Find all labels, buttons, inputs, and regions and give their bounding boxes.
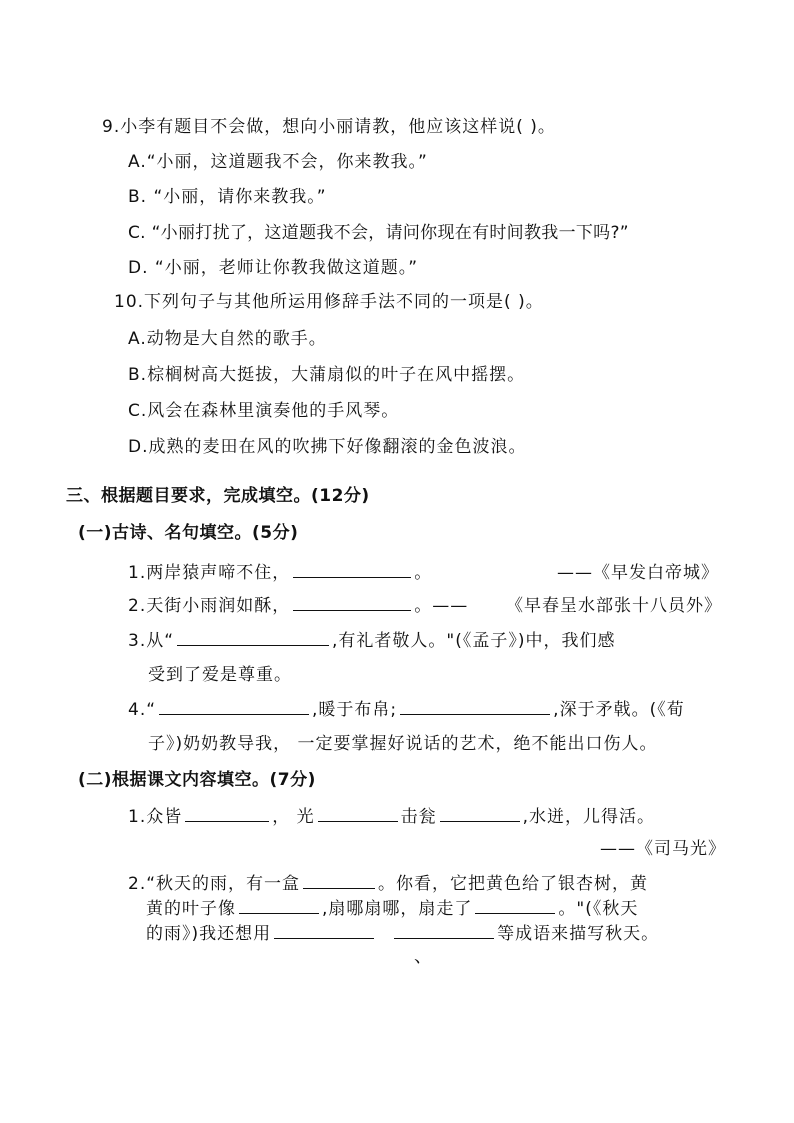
q10-option-a: A.动物是大自然的歌手。 (128, 329, 327, 349)
part2-item1-blank-1[interactable] (185, 807, 269, 822)
q10-stem: 10.下列句子与其他所运用修辞手法不同的一项是( )。 (114, 292, 544, 312)
part1-item4-blank-1[interactable] (159, 700, 309, 715)
part1-item4 (128, 695, 685, 720)
part1-item2 (128, 591, 468, 616)
part2-item2 (128, 869, 648, 894)
part2-item1-source: ——《司马光》 (600, 839, 726, 859)
part1-item4-line2: 子》)奶奶教导我， 一定要掌握好说话的艺术，绝不能出口伤人。 (148, 734, 658, 754)
part1-item2-suffix: 。—— (414, 596, 469, 616)
part1-title: (一)古诗、名句填空。(5分) (78, 523, 299, 543)
part1-item2-blank[interactable] (293, 596, 411, 611)
q9-option-b: B. “小丽，请你来教我。” (128, 187, 327, 207)
part1-item1-source: ——《早发白帝城》 (557, 563, 719, 583)
part2-item2-line2-suffix: 。"(《秋天 (558, 899, 639, 919)
q9-option-d: D. “小丽，老师让你教我做这道题。” (128, 258, 419, 278)
q10-option-b: B.棕榈树高大挺拔，大蒲扇似的叶子在风中摇摆。 (128, 365, 526, 385)
part1-item1-blank[interactable] (293, 563, 411, 578)
part2-item1-prefix: 1.众皆 (128, 807, 183, 827)
part1-item1-prefix: 1.两岸猿声啼不住， (128, 563, 291, 583)
part2-item2-blank-5[interactable] (394, 924, 494, 939)
section3-title: 三、根据题目要求，完成填空。(12分) (66, 486, 370, 506)
part2-item2-line3-prefix: 的雨》)我还想用 (146, 924, 272, 944)
part1-item3 (128, 626, 616, 651)
part1-item4-middle: ,暖于布帛; (312, 700, 398, 720)
part2-item1-blank-3[interactable] (440, 807, 520, 822)
part2-item1-blank-2[interactable] (318, 807, 398, 822)
part2-item1-comma: ， 光 (272, 807, 315, 827)
part1-item1 (128, 558, 432, 583)
part2-item2-suffix: 。你看，它把黄色给了银杏树，黄 (378, 874, 649, 894)
q9-stem: 9.小李有题目不会做，想向小丽请教，他应该这样说( )。 (102, 117, 556, 137)
part2-item2-blank-4[interactable] (274, 924, 374, 939)
part1-item4-blank-2[interactable] (400, 700, 550, 715)
part2-item2-blank-2[interactable] (239, 899, 319, 914)
part1-item2-source: 《早春呈水部张十八员外》 (506, 596, 722, 616)
part2-item2-line3 (146, 919, 659, 944)
part2-item2-line2-prefix: 黄的叶子像 (146, 899, 236, 919)
part2-item1 (128, 802, 655, 827)
stray-punctuation-mark: 、 (414, 946, 432, 967)
q9-option-a: A.“小丽，这道题我不会，你来教我。” (128, 152, 428, 172)
q9-option-c: C. “小丽打扰了，这道题我不会，请问你现在有时间教我一下吗?” (128, 223, 629, 243)
part1-item3-prefix: 3.从“ (128, 631, 175, 651)
part2-item2-line2 (146, 894, 638, 919)
part2-item2-line3-suffix: 等成语来描写秋天。 (497, 924, 660, 944)
q10-option-d: D.成熟的麦田在风的吹拂下好像翻滚的金色波浪。 (128, 437, 527, 457)
part2-item2-line2-mid: ,扇哪扇哪，扇走了 (322, 899, 473, 919)
part2-item2-blank-1[interactable] (303, 874, 375, 889)
part1-item2-prefix: 2.天街小雨润如酥， (128, 596, 291, 616)
part2-title: (二)根据课文内容填空。(7分) (78, 770, 316, 790)
part2-item1-mid: 击瓮 (400, 807, 437, 827)
part2-item2-blank-3[interactable] (475, 899, 555, 914)
part1-item3-blank[interactable] (177, 631, 329, 646)
part1-item1-suffix: 。 (414, 563, 433, 583)
part2-item2-prefix: 2.“秋天的雨，有一盒 (128, 874, 301, 894)
part1-item4-prefix: 4.“ (128, 700, 157, 720)
part1-item4-suffix: ,深于矛戟。(《荀 (553, 700, 685, 720)
q10-option-c: C.风会在森林里演奏他的手风琴。 (128, 401, 400, 421)
part1-item3-suffix: ,有礼者敬人。"(《孟子》)中，我们感 (332, 631, 616, 651)
part2-item1-suffix: ,水迸，儿得活。 (522, 807, 656, 827)
part1-item3-line2: 受到了爱是尊重。 (148, 665, 292, 685)
